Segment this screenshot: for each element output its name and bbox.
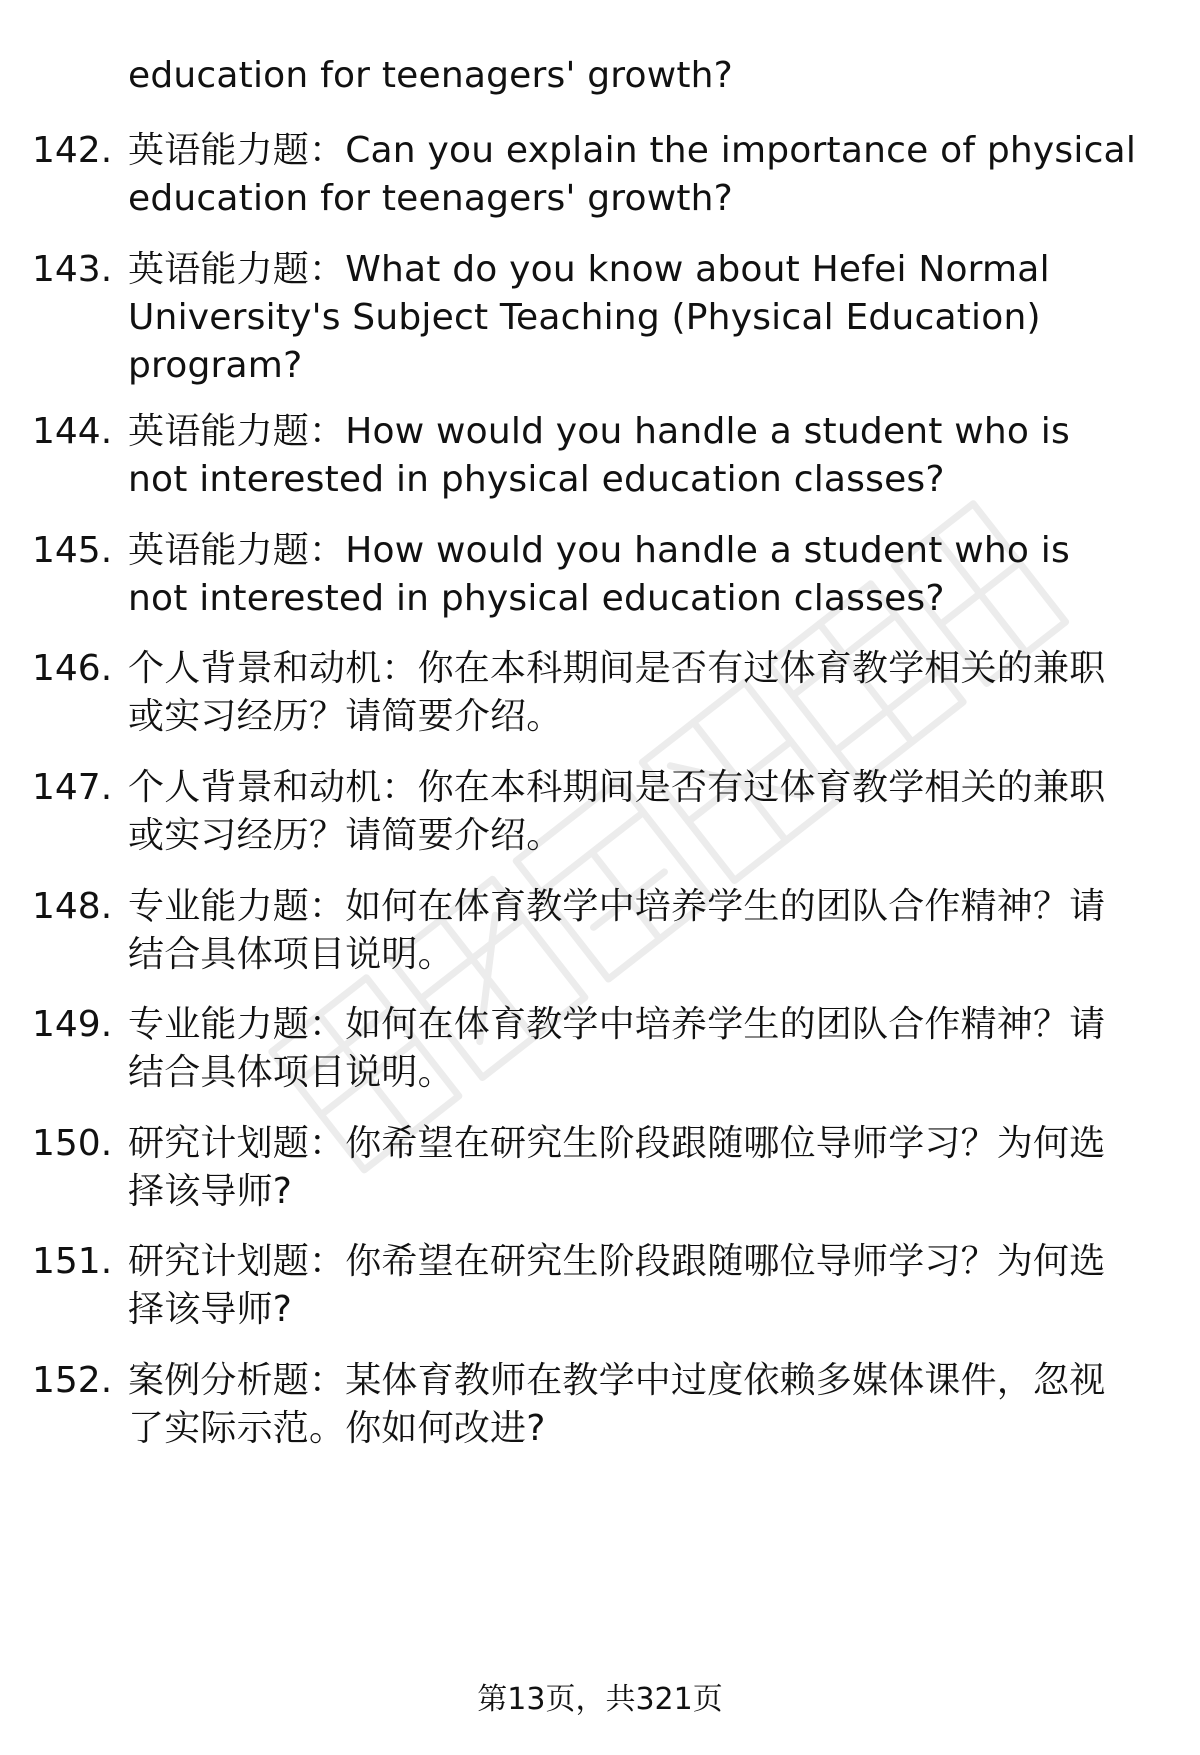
question-body — [128, 1357, 1138, 1453]
question-category: 个人背景和动机： — [128, 767, 418, 808]
question-text: How would you handle a student who is not interested in physical education classes? — [128, 411, 1070, 500]
page-number-footer: 第13页，共321页 — [477, 1682, 723, 1717]
question-body — [128, 127, 1138, 223]
question-text: 你希望在研究生阶段跟随哪位导师学习？为何选择该导师? — [128, 1241, 1106, 1330]
question-body — [128, 1238, 1138, 1334]
question-body — [128, 883, 1138, 979]
question-number: 145. — [32, 530, 113, 571]
question-body — [128, 527, 1138, 623]
question-number: 149. — [32, 1004, 113, 1045]
question-number: 151. — [32, 1241, 113, 1282]
question-text: 你在本科期间是否有过体育教学相关的兼职或实习经历？请简要介绍。 — [128, 767, 1106, 856]
question-number: 143. — [32, 249, 113, 290]
question-category: 个人背景和动机： — [128, 648, 418, 689]
question-text: How would you handle a student who is not interested in physical education classes? — [128, 530, 1070, 619]
question-body — [128, 1120, 1138, 1216]
question-body — [128, 1001, 1138, 1097]
question-fragment-text: education for teenagers' growth? — [128, 55, 733, 96]
question-body — [128, 645, 1138, 741]
question-text: 如何在体育教学中培养学生的团队合作精神？请结合具体项目说明。 — [128, 1004, 1106, 1093]
question-number: 144. — [32, 411, 113, 452]
question-text: What do you know about Hefei Normal University's Subject Teaching (Physical Education) program? — [128, 249, 1050, 386]
question-category: 英语能力题： — [128, 530, 346, 571]
question-text: 你在本科期间是否有过体育教学相关的兼职或实习经历？请简要介绍。 — [128, 648, 1106, 737]
question-number: 146. — [32, 648, 113, 689]
question-category: 英语能力题： — [128, 130, 346, 171]
question-body — [128, 408, 1138, 504]
question-text: 你希望在研究生阶段跟随哪位导师学习？为何选择该导师? — [128, 1123, 1106, 1212]
question-text: 如何在体育教学中培养学生的团队合作精神？请结合具体项目说明。 — [128, 886, 1106, 975]
question-number: 150. — [32, 1123, 113, 1164]
question-category: 专业能力题： — [128, 1004, 346, 1045]
question-number: 142. — [32, 130, 113, 171]
question-category: 专业能力题： — [128, 886, 346, 927]
question-number: 148. — [32, 886, 113, 927]
question-category: 研究计划题： — [128, 1241, 346, 1282]
question-text: Can you explain the importance of physical education for teenagers' growth? — [128, 130, 1137, 219]
question-number: 152. — [32, 1360, 113, 1401]
question-category: 英语能力题： — [128, 249, 346, 290]
question-category: 研究计划题： — [128, 1123, 346, 1164]
question-category: 英语能力题： — [128, 411, 346, 452]
question-body — [128, 246, 1138, 390]
question-number: 147. — [32, 767, 113, 808]
question-text: 某体育教师在教学中过度依赖多媒体课件，忽视了实际示范。你如何改进? — [128, 1360, 1106, 1449]
question-category: 案例分析题： — [128, 1360, 346, 1401]
question-body — [128, 764, 1138, 860]
